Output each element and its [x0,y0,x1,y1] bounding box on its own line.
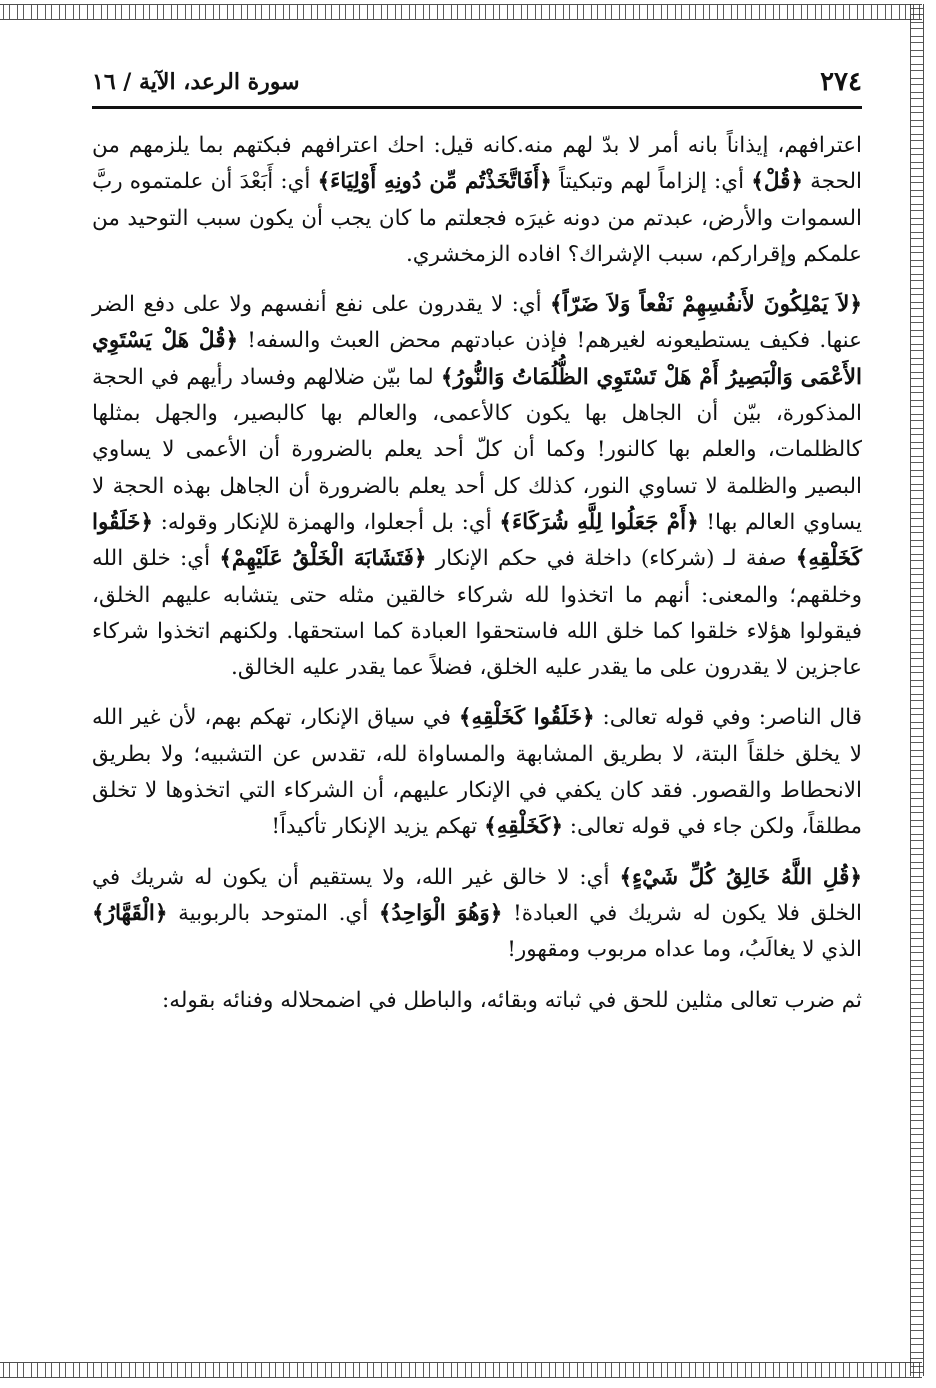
paragraph-5 [92,983,862,1019]
quran-verse: ﴿فَتَشَابَهَ الْخَلْقُ عَلَيْهِمْ﴾ [219,546,427,572]
text-segment: قال الناصر: وفي قوله تعالى: [594,705,862,731]
page-body [92,128,862,1033]
quran-verse: ﴿كَخَلْقِهِ﴾ [484,814,563,840]
text-segment: اعترافهم، إيذاناً بانه أمر لا بدّ لهم منه.كانه قيل: احك اعترافهم فبكتهم بما يلزمهم من الحجة [92,133,862,195]
quran-verse: ﴿خَلَقُوا كَخَلْقِهِ﴾ [92,509,862,572]
paragraph-1 [92,128,862,273]
page-header [92,58,862,109]
text-segment: أي: بل أجعلوا، والهمزة للإنكار وقوله: [152,509,500,535]
quran-verse: ﴿الْقَهَّارُ﴾ [92,900,168,926]
text-segment: تهكم يزيد الإنكار تأكيداً! [271,814,485,840]
quran-verse: ﴿خَلَقُوا كَخَلْقِهِ﴾ [458,705,595,731]
paragraph-3 [92,700,862,845]
paragraph-4 [92,860,862,969]
text-segment: أي: لا خالق غير الله، ولا يستقيم أن يكون له شريك في الخلق فلا يكون له شريك في العبادة! [92,864,862,926]
page-number: ٢٧٤ [820,67,862,97]
text-segment: لما بيّن ضلالهم وفساد رأيهم في الحجة المذكورة، بيّن أن الجاهل بها يكون كالأعمى، والعالم بها كالبصير، والجهل بمثلها كالظلمات، والعلم بها كالنور! وكما أن كلّ أحد يعلم بالضرورة أن الأعمى لا يساوي البصير والظلمة لا تساوي النور، كذلك كل أحد يعلم بالضرورة أن الجاهل بهذه الحجة لا يساوي العالم بها! [92,364,863,535]
decorative-border-bottom [0,1362,922,1378]
text-segment: في سياق الإنكار، تهكم بهم، لأن غير الله لا يخلق خلقاً البتة، لا بطريق المشابهة والمساواة لله، تقدس عن التشبيه؛ ولا بطريق الانحطاط والقصور. فقد كان يكفي في الإنكار عليهم، أن الشركاء التي اتخذوها لا تخلق مطلقاً، ولكن جاء في قوله تعالى: [92,705,862,840]
quran-verse: ﴿أَمْ جَعَلُوا لِلَّهِ شُرَكَاءَ﴾ [499,509,699,535]
text-segment: صفة لـ (شركاء) داخلة في حكم الإنكار [426,546,796,572]
text-segment: أي. المتوحد بالربوبية [167,900,379,926]
text-segment: أي: خلق الله وخلقهم؛ والمعنى: أنهم ما اتخذوا لله شركاء خالقين مثله حتى يتشابه عليهم الخلق، فيقولوا هؤلاء خلقوا كما خلق الله فاستحقوا العبادة كما استحقها. ولكنهم اتخذوا شركاء عاجزين لا يقدرون على ما يقدر عليه الخلق، فضلاً عما يقدر عليه الخالق. [92,546,862,681]
text-segment: ثم ضرب تعالى مثلين للحق في ثباته وبقائه، والباطل في اضمحلاله وفنائه بقوله: [162,987,862,1013]
paragraph-2 [92,287,862,686]
quran-verse: ﴿قُلْ هَلْ يَسْتَوِي الأَعْمَى وَالْبَصِيرُ أَمْ هَلْ تَسْتَوِي الظُّلُمَاتُ وَالنُّورُ﴾ [92,328,863,390]
quran-verse: ﴿قُلِ اللَّهُ خَالِقُ كُلِّ شَيْءٍ﴾ [619,864,862,890]
text-segment: أي: إلزاماً لهم وتبكيتاً [551,169,752,195]
quran-verse: ﴿أَفَاتَّخَذْتُم مِّن دُونِهِ أَوْلِيَاءَ﴾ [317,169,552,195]
decorative-border-right [910,4,924,1376]
text-segment: الذي لا يغالَبُ، وما عداه مربوب ومقهور! [507,937,862,963]
running-title: سورة الرعد، الآية / ١٦ [92,69,300,95]
decorative-border-top [0,4,922,20]
text-segment: أي: أَبَعْدَ أن علمتموه ربَّ السموات والأرض، عبدتم من دونه غيرَه فجعلتم ما كان يجب أن يكون سبب التوحيد من علمكم وإقراركم، سبب الإشراك؟ افاده الزمخشري. [92,169,862,267]
quran-verse: ﴿لاَ يَمْلِكُونَ لأَنفُسِهِمْ نَفْعاً وَلاَ ضَرّاً﴾ [550,292,862,318]
quran-verse: ﴿قُلْ﴾ [751,169,803,195]
quran-verse: ﴿وَهُوَ الْوَاحِدُ﴾ [378,900,503,926]
text-segment: أي: لا يقدرون على نفع أنفسهم ولا على دفع الضر عنها. فكيف يستطيعونه لغيرهم! فإذن عبادتهم محض العبث والسفه! [92,292,862,354]
